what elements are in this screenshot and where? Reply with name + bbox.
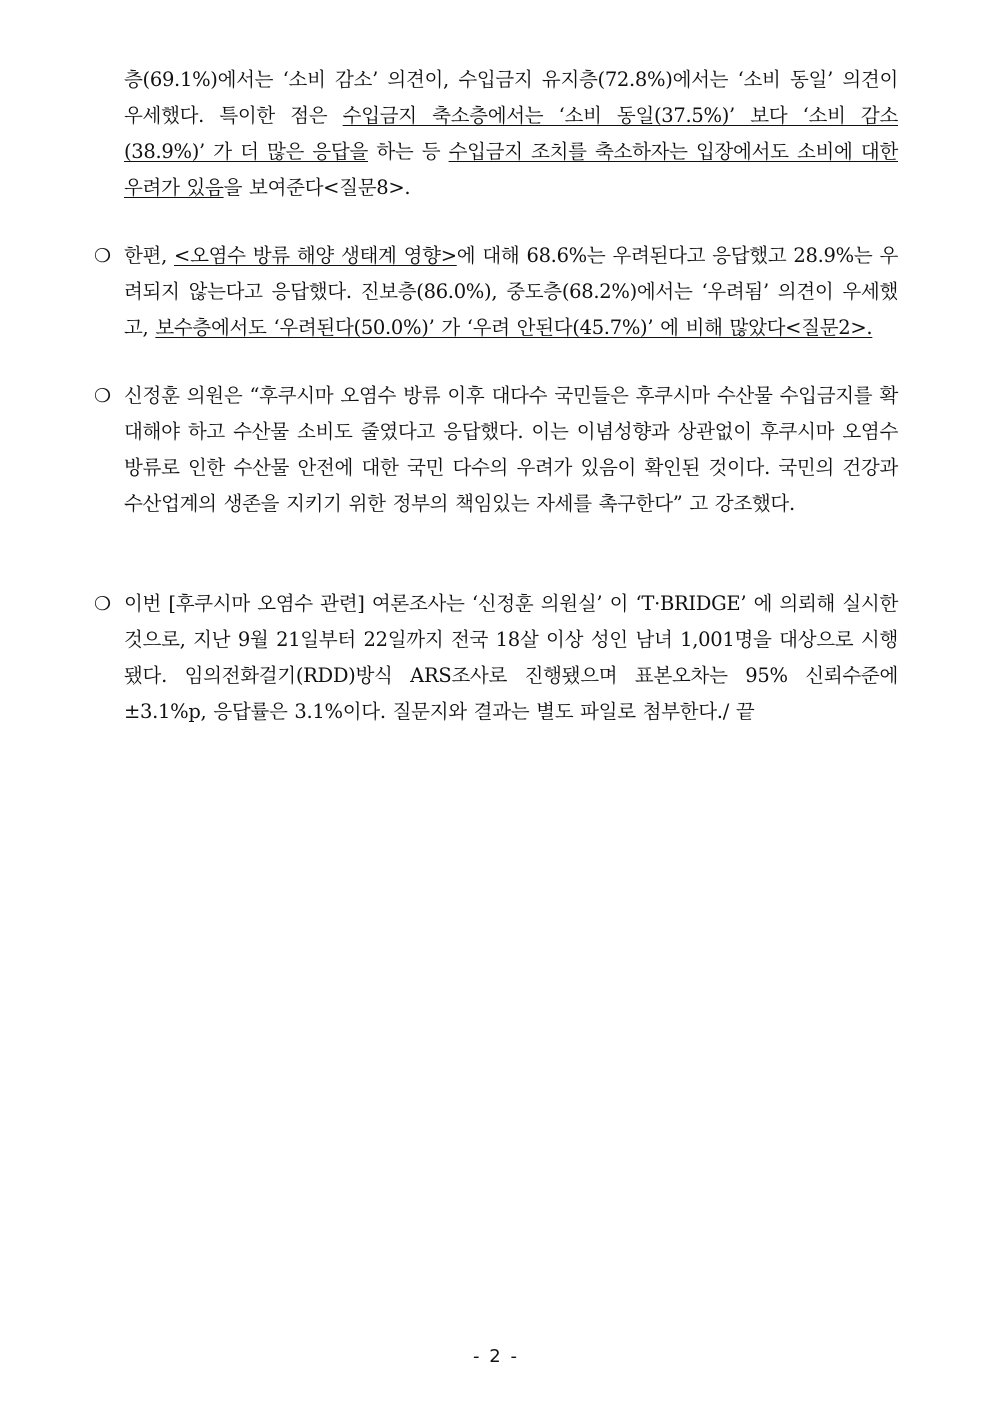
paragraph-2-text: 한편, [124, 244, 175, 267]
bullet-circle-icon: ❍ [94, 593, 112, 615]
paragraph-2-underlined-text: <오염수 방류 해양 생태계 영향> [174, 244, 457, 267]
paragraph-2 [124, 238, 898, 346]
bullet-circle-icon: ❍ [94, 385, 112, 407]
paragraph-4 [124, 586, 898, 730]
paragraph-1-underlined-text: 수입금지 조치를 축소하자는 입장에서도 소비에 대한 우려가 있음 [124, 140, 898, 199]
paragraph-4-text: 이번 [후쿠시마 오염수 관련] 여론조사는 ‘신정훈 의원실’ 이 ‘T·BRIDGE’ 에 의뢰해 실시한 것으로, 지난 9월 21일부터 22일까지 전국 18살 이상 성인 남녀 1,001명을 대상으로 시행됐다. 임의전화걸기(RDD)방식 ARS조사로 진행됐으며 표본오차는 95% 신뢰수준에 ±3.1%p, 응답률은 3.1%이다. 질문지와 결과는 별도 파일로 첨부한다./ 끝 [124, 592, 898, 723]
paragraph-3 [124, 378, 898, 522]
paragraph-1-text: 층(69.1%)에서는 ‘소비 감소’ 의견이, 수입금지 유지층(72.8%)에서는 ‘소비 동일’ 의견이 우세했다. 특이한 점은 [124, 68, 898, 127]
paragraph-3-text: 신정훈 의원은 “후쿠시마 오염수 방류 이후 대다수 국민들은 후쿠시마 수산물 수입금지를 확대해야 하고 수산물 소비도 줄였다고 응답했다. 이는 이념성향과 상관없이 후쿠시마 오염수 방류로 인한 수산물 안전에 대한 국민 다수의 우려가 있음이 확인된 것이다. 국민의 건강과 수산업계의 생존을 지키기 위한 정부의 책임있는 자세를 촉구한다” 고 강조했다. [124, 384, 898, 515]
page-number: - 2 - [473, 1346, 519, 1367]
paragraph-1-underlined-text: 수입금지 축소층에서는 ‘소비 동일(37.5%)’ 보다 ‘소비 감소(38.9%)’ 가 더 많은 응답을 [124, 104, 898, 163]
bullet-circle-icon: ❍ [94, 245, 112, 267]
paragraph-1-text: 하는 등 [368, 140, 449, 163]
paragraph-2-underlined-text: 보수층에서도 ‘우려된다(50.0%)’ 가 ‘우려 안된다(45.7%)’ 에 비해 많았다<질문2>. [155, 316, 873, 339]
paragraph-1-text: 을 보여준다<질문8>. [223, 176, 411, 199]
paragraph-2-text: 에 대해 68.6%는 우려된다고 응답했고 28.9%는 우려되지 않는다고 응답했다. 진보층(86.0%), 중도층(68.2%)에서는 ‘우려됨’ 의견이 우세했고, [124, 244, 898, 339]
paragraph-1 [124, 62, 898, 206]
